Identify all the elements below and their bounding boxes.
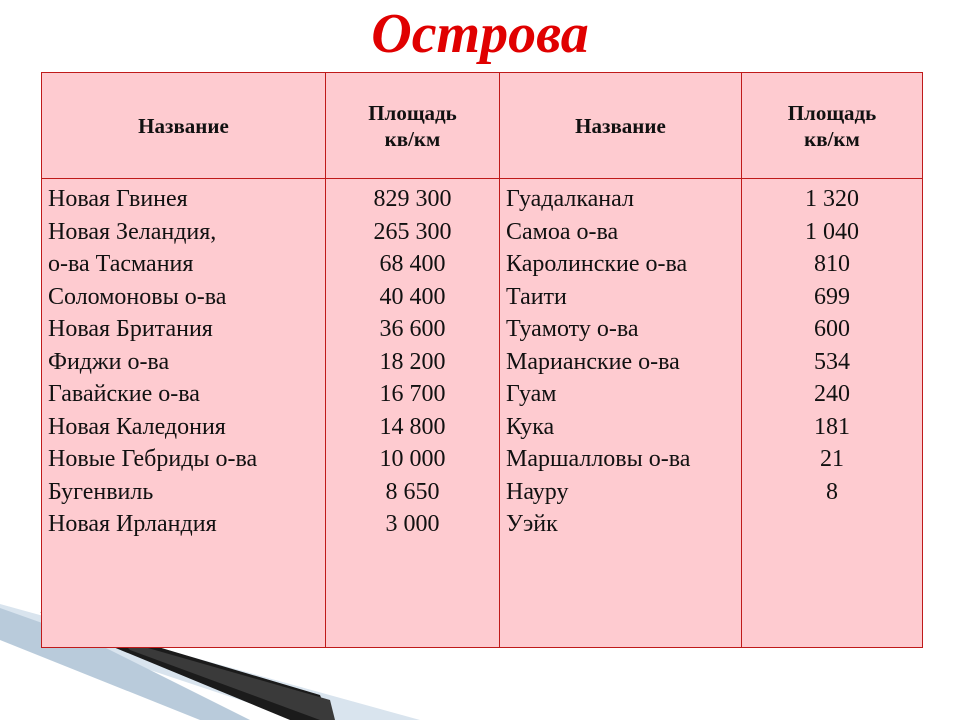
- right-name-item: Маршалловы о-ва: [506, 446, 691, 472]
- table-body-row: [42, 179, 923, 648]
- right-name-item: Туамоту о-ва: [506, 316, 639, 342]
- islands-table: [41, 72, 923, 648]
- left-name-item: Новая Каледония: [48, 413, 226, 440]
- right-name-item: Уэйк: [506, 511, 558, 537]
- left-names-cell: [42, 179, 326, 648]
- left-name-item: Новая Гвинея: [48, 186, 188, 212]
- right-name-item: Каролинские о-ва: [506, 251, 688, 277]
- right-name-item: Гуадалканал: [506, 186, 634, 212]
- left-name-item: Фиджи о-ва: [48, 348, 170, 375]
- header-area-right-line1: Площадь: [787, 100, 877, 125]
- header-area-right-line2: кв/км: [804, 126, 860, 151]
- header-name-left: [42, 73, 326, 179]
- left-name-item: о-ва Тасмания: [48, 251, 194, 277]
- right-area-item: 181: [814, 413, 850, 440]
- right-area-item: 699: [814, 283, 850, 310]
- left-area-item: 36 600: [379, 316, 446, 342]
- right-areas-cell: [742, 179, 923, 648]
- right-area-item: 534: [814, 348, 850, 375]
- right-area-item: 600: [814, 316, 850, 342]
- right-area-item: 8: [826, 478, 838, 505]
- left-name-item: Новые Гебриды о-ва: [48, 446, 258, 472]
- header-name-left-label: Название: [138, 113, 229, 138]
- right-area-item: 1 040: [805, 218, 859, 245]
- left-area-item: 14 800: [379, 413, 446, 440]
- right-area-item: 240: [814, 381, 850, 407]
- header-name-right: [500, 73, 742, 179]
- right-name-item: Таити: [506, 283, 567, 310]
- left-name-item: Гавайские о-ва: [48, 381, 200, 407]
- left-area-item: 829 300: [373, 186, 452, 212]
- left-name-item: Новая Британия: [48, 316, 213, 342]
- left-name-item: Новая Ирландия: [48, 511, 217, 537]
- left-name-item: Новая Зеландия,: [48, 218, 217, 245]
- right-area-item: 810: [814, 251, 850, 277]
- header-area-left-line2: кв/км: [384, 126, 441, 151]
- right-area-item: 1 320: [805, 186, 859, 212]
- slide-title: Острова: [371, 3, 589, 65]
- left-area-item: 18 200: [379, 348, 446, 375]
- header-area-left: [326, 73, 500, 179]
- right-name-item: Кука: [506, 413, 555, 440]
- header-area-left-line1: Площадь: [368, 100, 457, 125]
- right-area-item: 21: [820, 446, 844, 472]
- header-area-right: [742, 73, 923, 179]
- left-area-item: 16 700: [379, 381, 446, 407]
- right-name-item: Гуам: [506, 381, 557, 407]
- left-area-item: 8 650: [385, 478, 440, 505]
- left-areas-cell: [326, 179, 500, 648]
- left-name-item: Соломоновы о-ва: [48, 283, 227, 310]
- left-area-item: 68 400: [379, 251, 446, 277]
- right-name-item: Марианские о-ва: [506, 348, 680, 375]
- left-area-item: 10 000: [379, 446, 446, 472]
- right-name-item: Самоа о-ва: [506, 218, 619, 245]
- left-area-item: 40 400: [379, 283, 446, 310]
- left-area-item: 3 000: [385, 511, 440, 537]
- header-name-right-label: Название: [575, 113, 666, 138]
- table-header-row: [42, 73, 923, 179]
- right-name-item: Науру: [506, 478, 569, 505]
- left-name-item: Бугенвиль: [48, 478, 154, 505]
- left-area-item: 265 300: [373, 218, 452, 245]
- right-names-cell: [500, 179, 742, 648]
